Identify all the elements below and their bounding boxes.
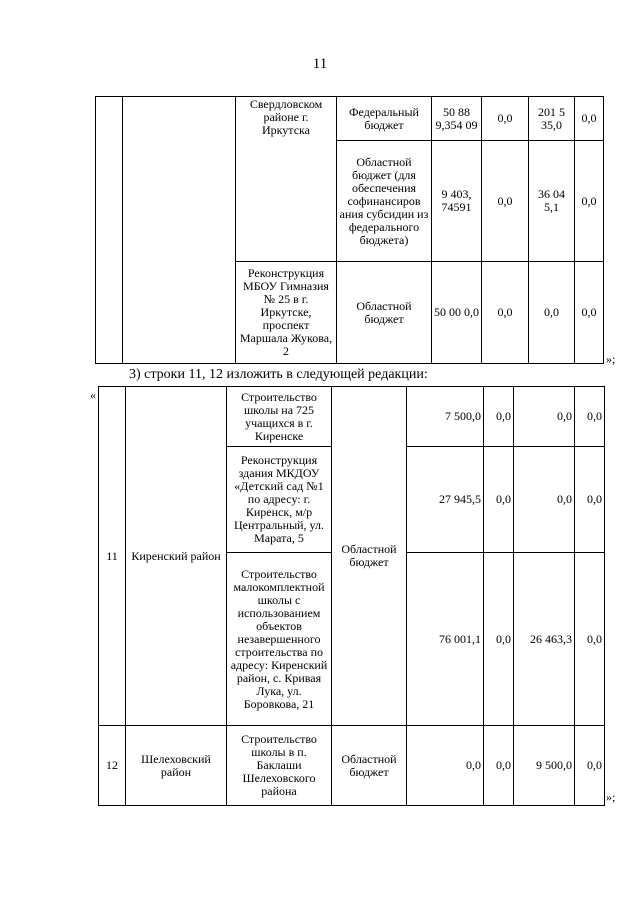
value-cell: 0,0 xyxy=(514,387,575,447)
value-cell: 26 463,3 xyxy=(514,553,575,726)
value-cell: 0,0 xyxy=(482,262,529,364)
value-cell: 0,0 xyxy=(482,97,529,141)
value-cell: 36 04 5,1 xyxy=(529,141,575,262)
amount-cell: 50 00 0,0 xyxy=(432,262,482,364)
budget-source-cell: Федеральный бюджет xyxy=(337,97,432,141)
amount-cell: 0,0 xyxy=(407,726,484,806)
district-cell: Шелеховский район xyxy=(126,726,227,806)
value-cell: 0,0 xyxy=(529,262,575,364)
value-cell: 201 5 35,0 xyxy=(529,97,575,141)
value-cell: 0,0 xyxy=(514,447,575,553)
page-number: 11 xyxy=(312,56,328,72)
row-number-cell: 11 xyxy=(99,387,126,726)
budget-source-cell: Областной бюджет xyxy=(337,262,432,364)
close-quote: »; xyxy=(606,352,616,366)
value-cell: 0,0 xyxy=(575,726,605,806)
value-cell: 0,0 xyxy=(575,387,605,447)
value-cell: 0,0 xyxy=(575,97,604,141)
object-name-cell: Реконструкция здания МКДОУ «Детский сад №1 по адресу: г. Киренск, м/р Центральный, ул. Марата, 5 xyxy=(227,447,332,553)
amount-cell: 7 500,0 xyxy=(407,387,484,447)
close-quote: »; xyxy=(606,790,616,804)
value-cell: 0,0 xyxy=(575,553,605,726)
object-name-cell: Строительство малокомплектной школы с использованием объектов незавершенного строительства по адресу: Киренский район, с. Кривая Лука, ул. Боровкова, 21 xyxy=(227,553,332,726)
budget-source-cell: Областной бюджет xyxy=(332,726,407,806)
budget-source-cell: Областной бюджет (для обеспечения софинансиров ания субсидии из федерального бюджета) xyxy=(337,141,432,262)
object-name-cell: Реконструкция МБОУ Гимназия № 25 в г. Иркутске, проспект Маршала Жукова, 2 xyxy=(236,262,337,364)
value-cell: 0,0 xyxy=(482,141,529,262)
amount-cell: 9 403, 74591 xyxy=(432,141,482,262)
row-number-cell: 12 xyxy=(99,726,126,806)
district-cell: Киренский район xyxy=(126,387,227,726)
value-cell: 9 500,0 xyxy=(514,726,575,806)
value-cell: 0,0 xyxy=(575,141,604,262)
district-cell: Свердловском районе г. Иркутска xyxy=(236,97,337,262)
amount-cell: 27 945,5 xyxy=(407,447,484,553)
value-cell: 0,0 xyxy=(484,387,514,447)
value-cell: 0,0 xyxy=(575,447,605,553)
open-quote: « xyxy=(90,388,96,402)
object-name-cell: Строительство школы в п. Баклаши Шелеховского района xyxy=(227,726,332,806)
object-name-cell: Строительство школы на 725 учащихся в г. Киренске xyxy=(227,387,332,447)
amount-cell: 50 88 9,354 09 xyxy=(432,97,482,141)
value-cell: 0,0 xyxy=(484,726,514,806)
budget-source-cell: Областной бюджет xyxy=(332,387,407,726)
empty-cell xyxy=(123,97,236,364)
value-cell: 0,0 xyxy=(484,553,514,726)
empty-cell xyxy=(96,97,123,364)
section-heading: 3) строки 11, 12 изложить в следующей редакции: xyxy=(129,367,428,382)
value-cell: 0,0 xyxy=(575,262,604,364)
budget-table-top xyxy=(95,96,604,364)
amount-cell: 76 001,1 xyxy=(407,553,484,726)
budget-table-bottom xyxy=(98,386,605,806)
value-cell: 0,0 xyxy=(484,447,514,553)
